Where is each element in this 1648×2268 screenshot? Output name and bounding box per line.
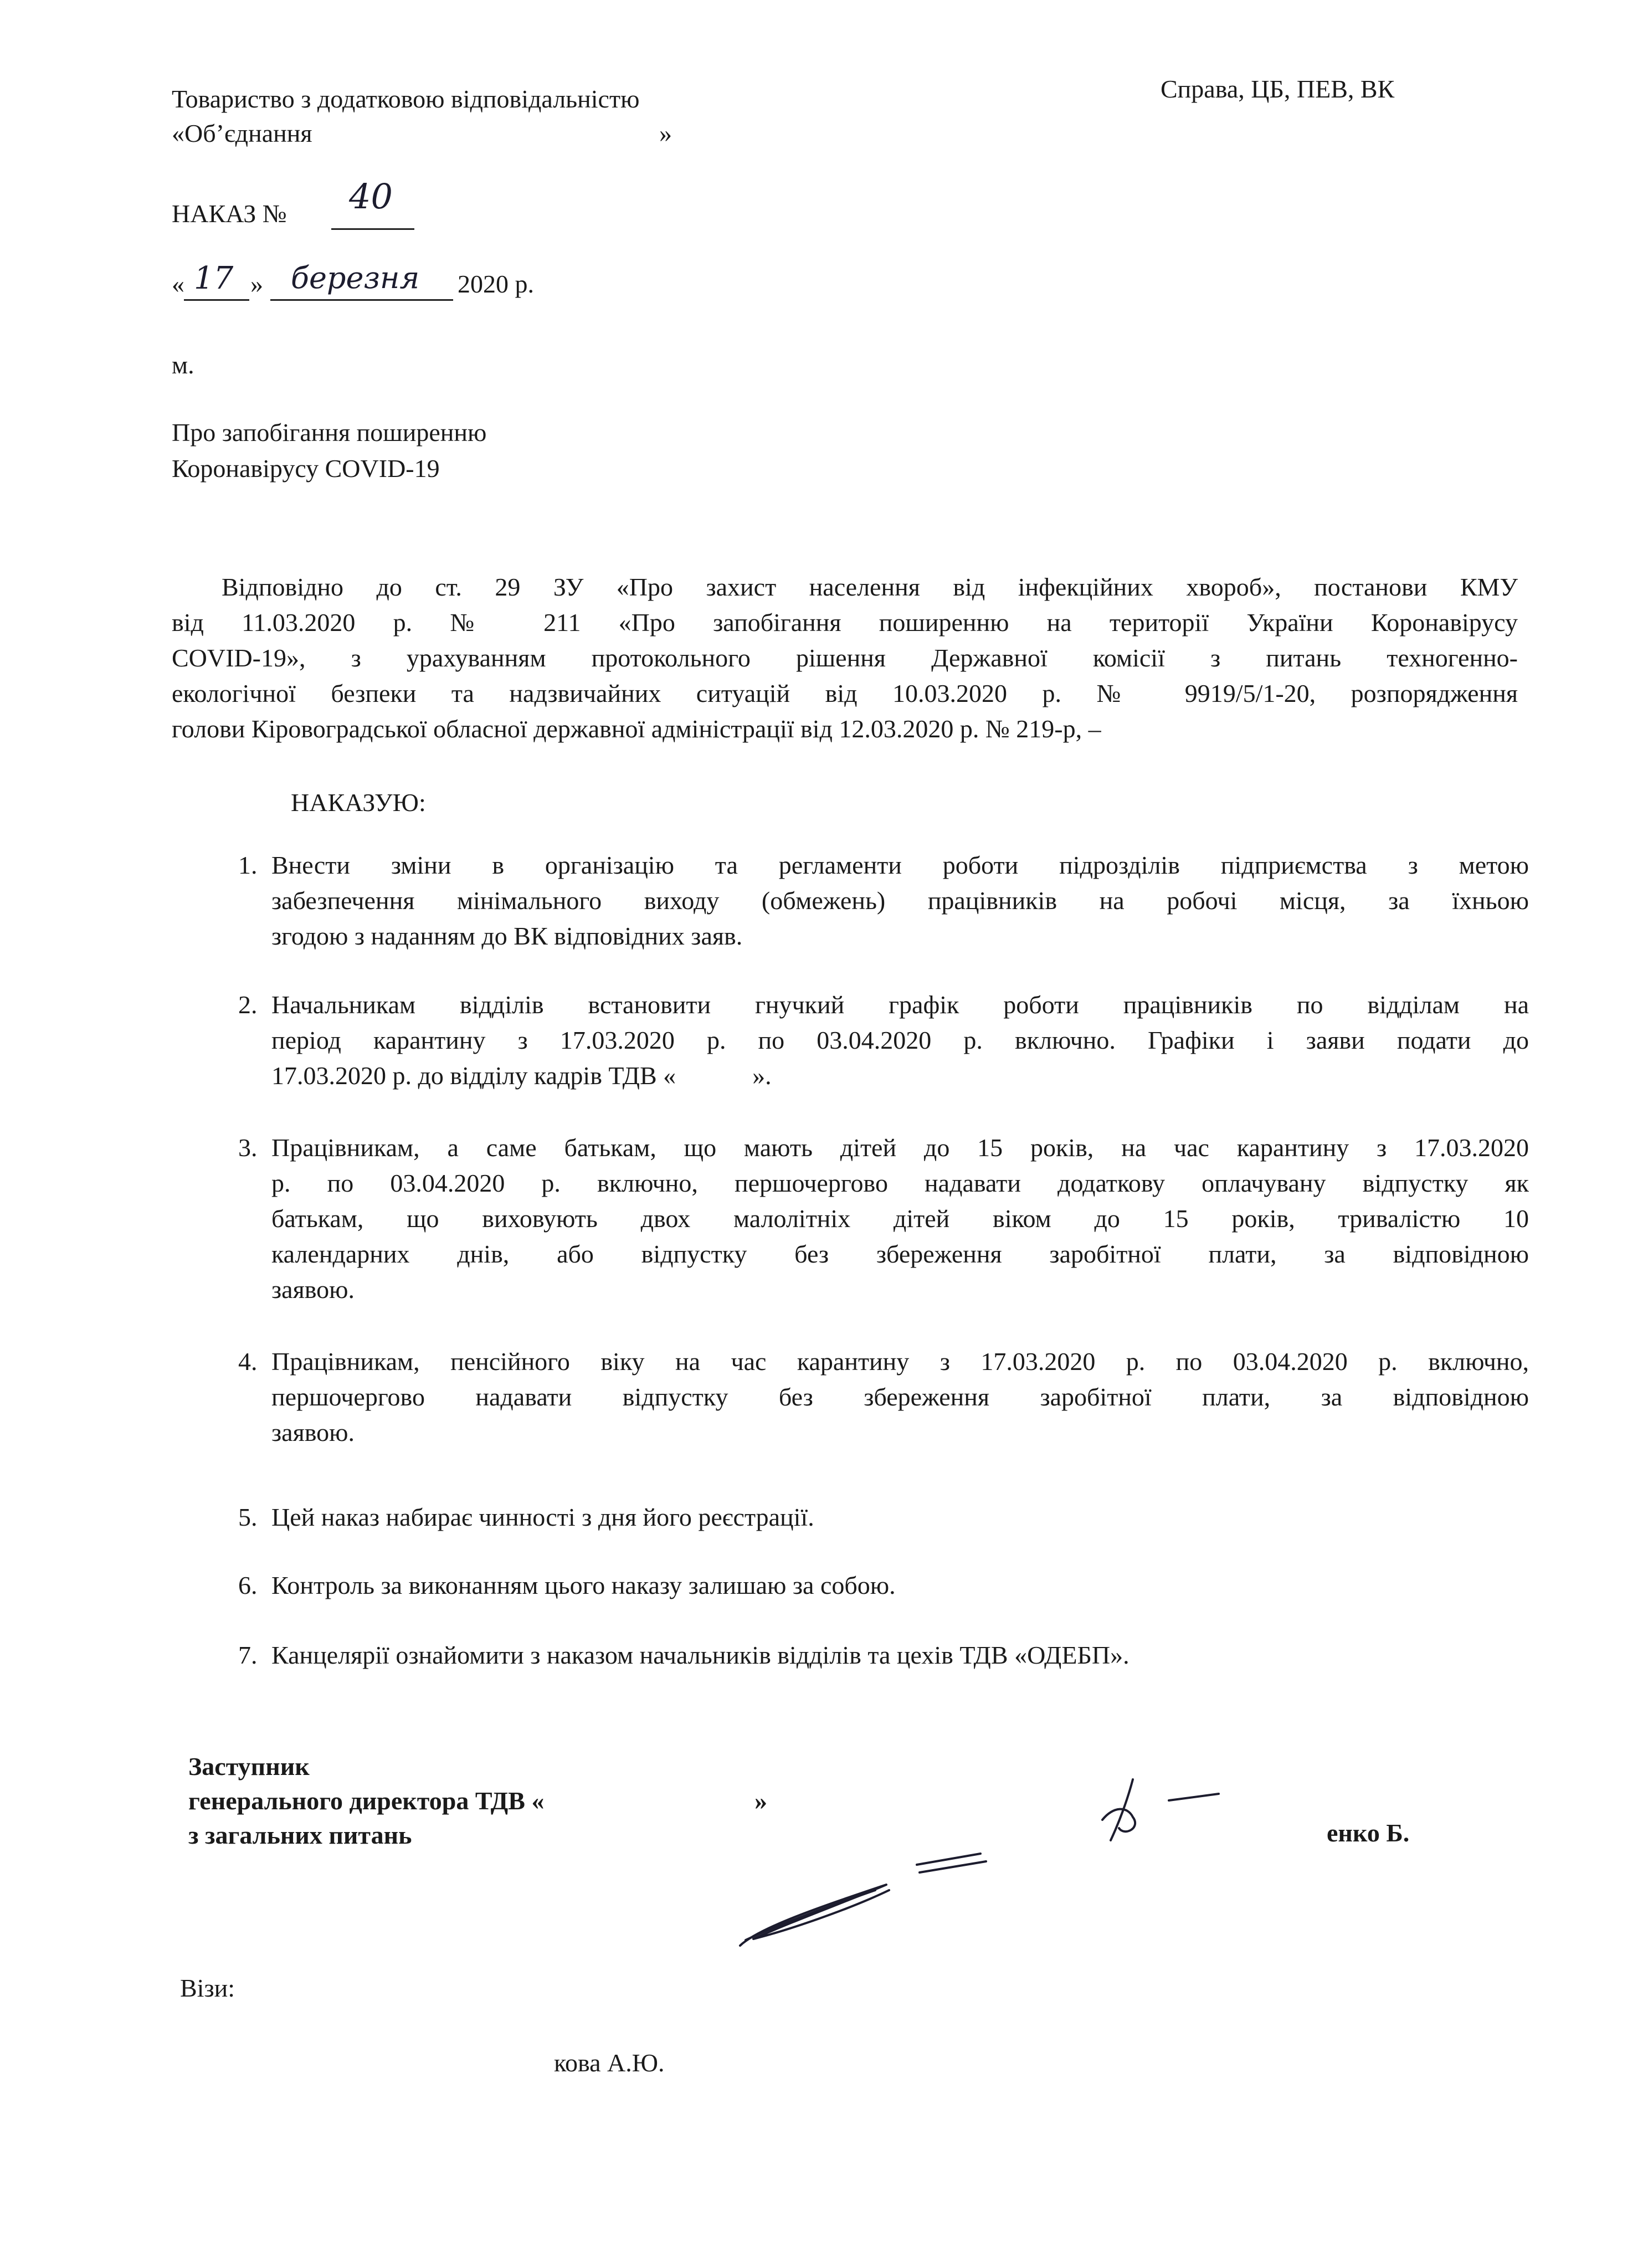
date-open-quote: « <box>172 270 184 298</box>
organization-name-line2: «Об’єднання <box>172 119 312 147</box>
date-month-handwritten: березня <box>291 260 420 295</box>
item-number: 1. <box>238 851 258 879</box>
item-line: заявою. <box>271 1275 355 1304</box>
visa-name: кова А.Ю. <box>554 2049 665 2077</box>
item-line: Начальникам відділів встановити гнучкий графік роботи працівників по відділам на <box>271 991 1529 1019</box>
item-line: Контроль за виконанням цього наказу залишаю за собою. <box>271 1571 896 1599</box>
preamble-line: екологічної безпеки та надзвичайних ситуацій від 10.03.2020 р. № 9919/5/1-20, розпорядження <box>172 679 1518 707</box>
place: м. <box>172 351 194 379</box>
visas-label: Візи: <box>180 1974 235 2002</box>
signatory-title-close-quote: » <box>754 1787 767 1815</box>
date-year: 2020 р. <box>458 270 534 298</box>
order-item-3 <box>238 1130 1529 1313</box>
signatory-title-line2: генерального директора ТДВ « <box>188 1787 545 1815</box>
order-item-4 <box>238 1344 1529 1455</box>
signatory-title-line1: Заступник <box>188 1752 310 1780</box>
subject-line1: Про запобігання поширенню <box>172 418 487 447</box>
item-line: Працівникам, пенсійного віку на час карантину з 17.03.2020 р. по 03.04.2020 р. включно, <box>271 1347 1529 1376</box>
date-close-quote: » <box>250 270 263 298</box>
order-item-1 <box>238 848 1529 958</box>
organization-name-line1: Товариство з додатковою відповідальністю <box>172 85 640 113</box>
item-line: забезпечення мінімального виходу (обмежень) працівників на робочі місця, за їхньою <box>271 886 1529 915</box>
item-line: Цей наказ набирає чинності з дня його реєстрації. <box>271 1503 814 1531</box>
preamble-line: COVID-19», з урахуванням протокольного рішення Державної комісії з питань техногенно- <box>172 644 1518 672</box>
item-number: 3. <box>238 1133 258 1162</box>
item-line: 17.03.2020 р. до відділу кадрів ТДВ « ». <box>271 1061 772 1090</box>
item-line: календарних днів, або відпустку без збереження заробітної плати, за відповідною <box>271 1240 1529 1268</box>
order-number-handwritten: 40 <box>349 176 393 217</box>
item-line: Працівникам, а саме батькам, що мають дітей до 15 років, на час карантину з 17.03.2020 <box>271 1133 1529 1162</box>
item-line: батькам, що виховують двох малолітніх дітей віком до 15 років, тривалістю 10 <box>271 1204 1529 1233</box>
preamble <box>172 569 1518 747</box>
date-day-handwritten: 17 <box>194 260 234 296</box>
item-number: 6. <box>238 1571 258 1599</box>
preamble-line: Відповідно до ст. 29 ЗУ «Про захист населення від інфекційних хвороб», постанови КМУ <box>222 573 1518 601</box>
item-line: Внести зміни в організацію та регламенти роботи підрозділів підприємства з метою <box>271 851 1529 879</box>
item-number: 4. <box>238 1347 258 1376</box>
order-title: НАКАЗ № <box>172 199 287 228</box>
item-number: 2. <box>238 991 258 1019</box>
order-item-6 <box>238 1568 1529 1603</box>
item-line: заявою. <box>271 1418 355 1446</box>
item-line: Канцелярії ознайомити з наказом начальників відділів та цехів ТДВ «ОДЕБП». <box>271 1641 1130 1669</box>
item-line: згодою з наданням до ВК відповідних заяв. <box>271 922 743 950</box>
signatory-title-line3: з загальних питань <box>188 1821 412 1849</box>
handwritten-signature <box>720 1745 1274 1967</box>
item-number: 5. <box>238 1503 258 1531</box>
distribution-list: Справа, ЦБ, ПЕВ, ВК <box>1161 75 1395 103</box>
preamble-line: голови Кіровоградської обласної державної адміністрації від 12.03.2020 р. № 219-р, – <box>172 715 1101 743</box>
order-item-7 <box>238 1638 1529 1673</box>
order-item-5 <box>238 1500 1529 1535</box>
order-item-2 <box>238 987 1529 1098</box>
preamble-line: від 11.03.2020 р. № 211 «Про запобігання поширенню на території України Коронавірусу <box>172 608 1518 637</box>
signatory-name: енко Б. <box>1327 1819 1410 1847</box>
item-number: 7. <box>238 1641 258 1669</box>
item-line: першочергово надавати відпустку без збереження заробітної плати, за відповідною <box>271 1383 1529 1411</box>
item-line: р. по 03.04.2020 р. включно, першочергово надавати додаткову оплачувану відпустку як <box>271 1169 1529 1197</box>
item-line: період карантину з 17.03.2020 р. по 03.04.2020 р. включно. Графіки і заяви подати до <box>271 1026 1529 1054</box>
organization-name-close-quote: » <box>659 119 672 147</box>
subject-line2: Коронавірусу COVID-19 <box>172 454 440 483</box>
decree-word: НАКАЗУЮ: <box>291 788 426 817</box>
